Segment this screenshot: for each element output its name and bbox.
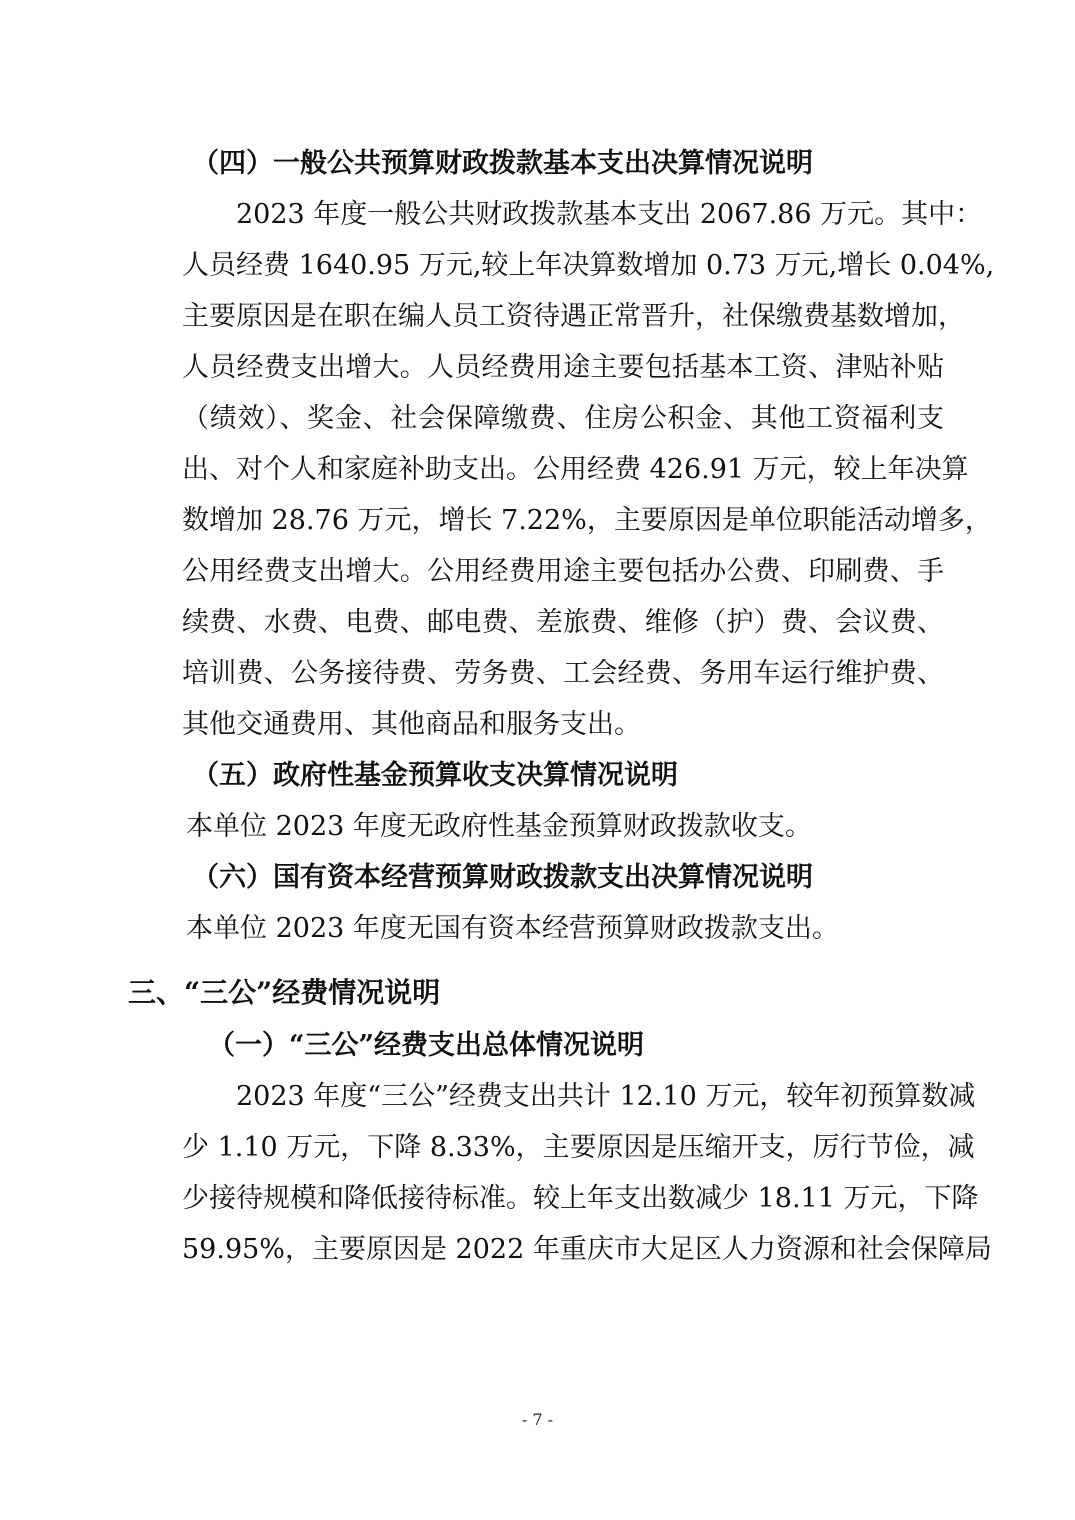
part-3-sub-1-paragraph	[128, 1071, 992, 1275]
paragraph-line: 其他交通费用、其他商品和服务支出。	[182, 709, 641, 740]
paragraph-line: 数增加 28.76 万元，增长 7.22%，主要原因是单位职能活动增多，	[182, 505, 992, 536]
page-number: - 7 -	[521, 1410, 554, 1429]
part-3-heading: 三、“三公”经费情况说明	[128, 976, 441, 1009]
section-4-heading: （四）一般公共预算财政拨款基本支出决算情况说明	[192, 148, 813, 179]
paragraph-line: 出、对个人和家庭补助支出。公用经费 426.91 万元，较上年决算	[182, 454, 969, 485]
paragraph-line: 59.95%，主要原因是 2022 年重庆市大足区人力资源和社会保障局	[182, 1234, 992, 1265]
section-6-text: 本单位 2023 年度无国有资本经营预算财政拨款支出。	[186, 913, 839, 944]
section-5-text: 本单位 2023 年度无政府性基金预算财政拨款收支。	[186, 811, 812, 842]
paragraph-line: 人员经费支出增大。人员经费用途主要包括基本工资、津贴补贴	[182, 352, 944, 383]
page-content	[128, 138, 995, 1275]
paragraph-line: 公用经费支出增大。公用经费用途主要包括办公费、印刷费、手	[182, 556, 944, 587]
paragraph-line: 主要原因是在职在编人员工资待遇正常晋升，社保缴费基数增加，	[182, 301, 965, 332]
section-6-heading: （六）国有资本经营预算财政拨款支出决算情况说明	[192, 862, 813, 893]
paragraph-line: 人员经费 1640.95 万元,较上年决算数增加 0.73 万元,增长 0.04%,	[182, 250, 995, 281]
paragraph-line: 少接待规模和降低接待标准。较上年支出数减少 18.11 万元，下降	[182, 1183, 979, 1214]
section-4-paragraph	[128, 189, 995, 750]
paragraph-line: 培训费、公务接待费、劳务费、工会经费、务用车运行维护费、	[182, 658, 944, 689]
paragraph-line: （绩效）、奖金、社会保障缴费、住房公积金、其他工资福利支	[182, 403, 944, 434]
paragraph-line: 2023 年度一般公共财政拨款基本支出 2067.86 万元。其中：	[236, 199, 983, 230]
paragraph-line: 少 1.10 万元，下降 8.33%，主要原因是压缩开支，厉行节俭，减	[182, 1132, 975, 1163]
paragraph-line: 续费、水费、电费、邮电费、差旅费、维修（护）费、会议费、	[182, 607, 944, 638]
paragraph-line: 2023 年度“三公”经费支出共计 12.10 万元，较年初预算数减	[236, 1081, 976, 1112]
part-3-sub-1-heading: （一）“三公”经费支出总体情况说明	[208, 1030, 645, 1061]
section-5-heading: （五）政府性基金预算收支决算情况说明	[192, 760, 678, 791]
